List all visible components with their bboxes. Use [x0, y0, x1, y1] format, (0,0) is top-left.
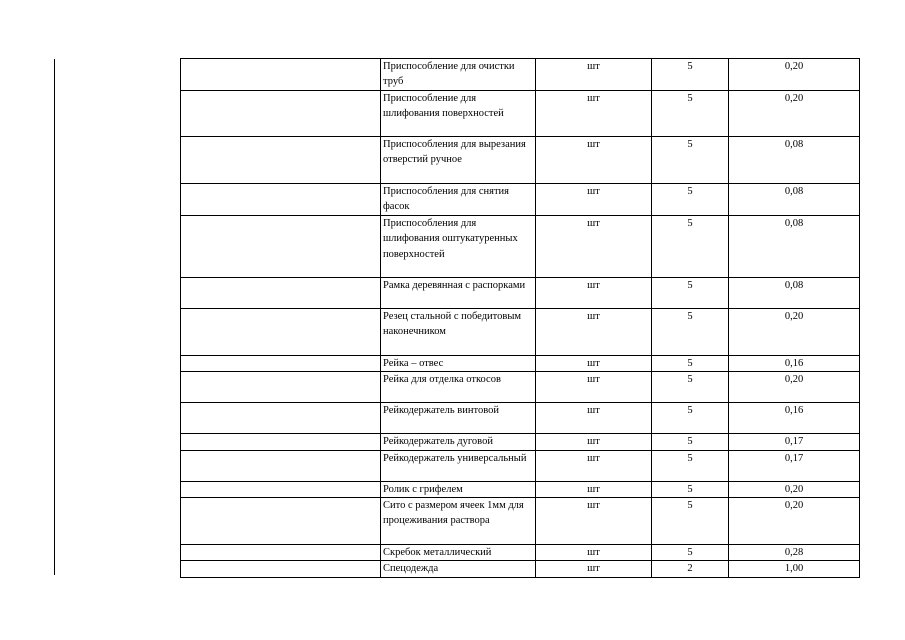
table-cell-empty: [181, 561, 381, 577]
item-quantity: 5: [652, 498, 729, 545]
table-row: [181, 277, 860, 308]
item-unit: шт: [536, 561, 652, 577]
item-quantity: 2: [652, 561, 729, 577]
item-name: Приспособление для шлифования поверхностей: [381, 91, 536, 137]
table-row: [181, 403, 860, 434]
table-row: [181, 450, 860, 481]
item-value: 0,20: [729, 481, 860, 497]
item-unit: шт: [536, 481, 652, 497]
item-quantity: 5: [652, 137, 729, 184]
item-quantity: 5: [652, 450, 729, 481]
item-value: 0,16: [729, 355, 860, 371]
item-unit: шт: [536, 91, 652, 137]
table-row: [181, 184, 860, 216]
item-value: 0,20: [729, 59, 860, 91]
item-name: Спецодежда: [381, 561, 536, 577]
item-unit: шт: [536, 355, 652, 371]
table-cell-empty: [181, 545, 381, 561]
item-quantity: 5: [652, 277, 729, 308]
item-quantity: 5: [652, 372, 729, 403]
table-cell-empty: [181, 355, 381, 371]
item-value: 0,17: [729, 450, 860, 481]
item-quantity: 5: [652, 308, 729, 355]
item-quantity: 5: [652, 355, 729, 371]
item-unit: шт: [536, 308, 652, 355]
table-cell-empty: [181, 434, 381, 450]
item-name: Сито с размером ячеек 1мм для процеживания раствора: [381, 498, 536, 545]
item-unit: шт: [536, 545, 652, 561]
table-row: [181, 481, 860, 497]
item-unit: шт: [536, 372, 652, 403]
item-name: Ролик с грифелем: [381, 481, 536, 497]
item-unit: шт: [536, 498, 652, 545]
item-value: 0,20: [729, 372, 860, 403]
item-unit: шт: [536, 403, 652, 434]
item-value: 0,16: [729, 403, 860, 434]
table-cell-empty: [181, 59, 381, 91]
item-quantity: 5: [652, 91, 729, 137]
page-margin-line: [54, 59, 55, 575]
item-quantity: 5: [652, 481, 729, 497]
item-quantity: 5: [652, 184, 729, 216]
item-unit: шт: [536, 137, 652, 184]
item-quantity: 5: [652, 215, 729, 277]
item-unit: шт: [536, 215, 652, 277]
item-quantity: 5: [652, 434, 729, 450]
table-cell-empty: [181, 403, 381, 434]
table-cell-empty: [181, 277, 381, 308]
table-cell-empty: [181, 498, 381, 545]
item-name: Резец стальной с победитовым наконечником: [381, 308, 536, 355]
item-value: 0,20: [729, 498, 860, 545]
item-value: 0,20: [729, 308, 860, 355]
table-row: [181, 355, 860, 371]
item-quantity: 5: [652, 59, 729, 91]
item-quantity: 5: [652, 403, 729, 434]
table-cell-empty: [181, 184, 381, 216]
item-unit: шт: [536, 184, 652, 216]
table-row: [181, 137, 860, 184]
item-unit: шт: [536, 277, 652, 308]
item-name: Приспособления для вырезания отверстий ручное: [381, 137, 536, 184]
table-cell-empty: [181, 215, 381, 277]
item-value: 0,28: [729, 545, 860, 561]
table-cell-empty: [181, 372, 381, 403]
table-row: [181, 545, 860, 561]
item-value: 0,20: [729, 91, 860, 137]
table-cell-empty: [181, 450, 381, 481]
item-unit: шт: [536, 59, 652, 91]
item-name: Рейка – отвес: [381, 355, 536, 371]
item-value: 0,17: [729, 434, 860, 450]
item-name: Рейкодержатель дуговой: [381, 434, 536, 450]
item-value: 0,08: [729, 137, 860, 184]
item-name: Приспособление для очистки труб: [381, 59, 536, 91]
equipment-table: [180, 58, 860, 578]
item-value: 0,08: [729, 184, 860, 216]
item-name: Приспособления для снятия фасок: [381, 184, 536, 216]
item-unit: шт: [536, 450, 652, 481]
table-row: [181, 308, 860, 355]
item-name: Рейкодержатель универсальный: [381, 450, 536, 481]
table-cell-empty: [181, 308, 381, 355]
item-name: Рамка деревянная с распорками: [381, 277, 536, 308]
item-value: 0,08: [729, 277, 860, 308]
table-row: [181, 215, 860, 277]
item-name: Приспособления для шлифования оштукатуренных поверхностей: [381, 215, 536, 277]
table-cell-empty: [181, 481, 381, 497]
table-row: [181, 372, 860, 403]
item-value: 0,08: [729, 215, 860, 277]
table-row: [181, 91, 860, 137]
item-name: Рейкодержатель винтовой: [381, 403, 536, 434]
item-value: 1,00: [729, 561, 860, 577]
table-cell-empty: [181, 91, 381, 137]
table-row: [181, 498, 860, 545]
item-quantity: 5: [652, 545, 729, 561]
item-unit: шт: [536, 434, 652, 450]
table-cell-empty: [181, 137, 381, 184]
table-row: [181, 59, 860, 91]
table-row: [181, 434, 860, 450]
item-name: Рейка для отделка откосов: [381, 372, 536, 403]
table-row: [181, 561, 860, 577]
item-name: Скребок металлический: [381, 545, 536, 561]
